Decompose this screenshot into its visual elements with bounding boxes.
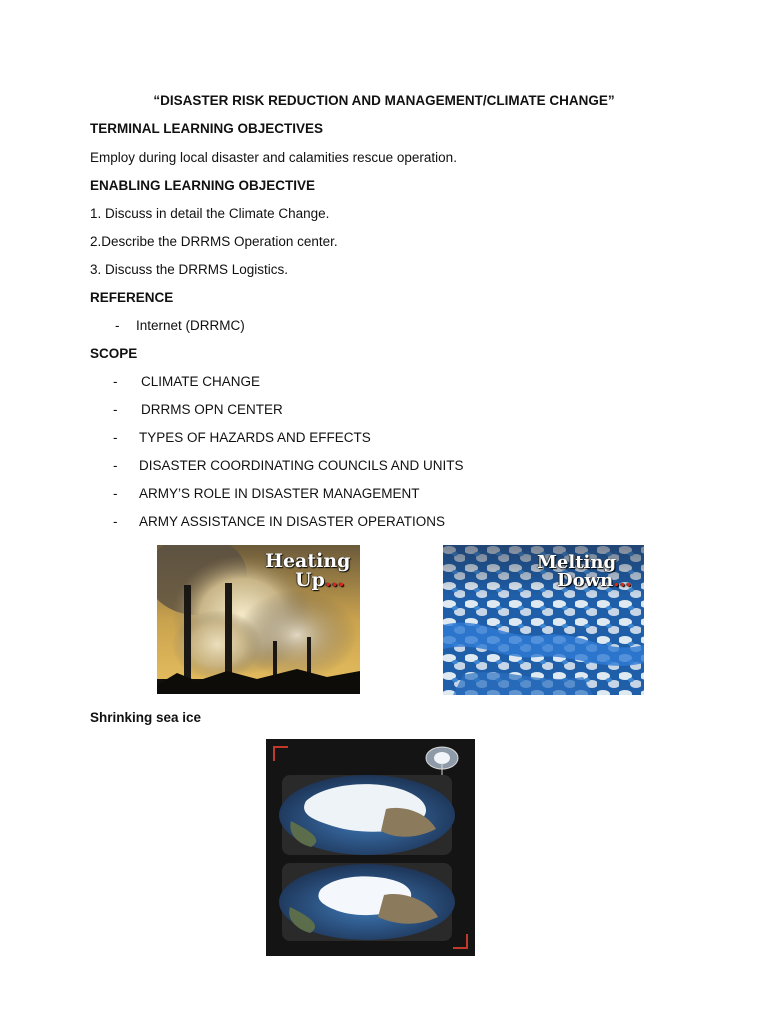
scope-item: DRRMS OPN CENTER	[141, 402, 283, 417]
melting-dots: ...	[613, 570, 633, 591]
scope-item: CLIMATE CHANGE	[141, 374, 261, 389]
reference-item: Internet (DRRMC)	[136, 318, 245, 333]
scope-item: ARMY ASSISTANCE IN DISASTER OPERATIONS	[139, 514, 446, 529]
list-dash: -	[113, 430, 118, 445]
list-dash: -	[113, 374, 118, 389]
heating-line1: Heating	[265, 550, 351, 572]
scope-item: ARMY’S ROLE IN DISASTER MANAGEMENT	[139, 486, 420, 501]
reference-heading: REFERENCE	[90, 290, 174, 305]
heating-dots: ...	[324, 569, 345, 591]
enabling-item: 1. Discuss in detail the Climate Change.	[90, 206, 330, 221]
melting-down-image	[443, 545, 644, 695]
melting-caption	[537, 554, 632, 590]
enabling-item: 3. Discuss the DRRMS Logistics.	[90, 262, 289, 277]
list-dash: -	[115, 318, 120, 333]
list-dash: -	[113, 514, 118, 529]
scope-heading: SCOPE	[90, 346, 138, 361]
sea-ice-image	[266, 739, 475, 956]
page-title: “DISASTER RISK REDUCTION AND MANAGEMENT/CLIMATE CHANGE”	[153, 93, 615, 108]
heating-line2: Up	[295, 569, 325, 591]
scope-item: TYPES OF HAZARDS AND EFFECTS	[139, 430, 371, 445]
terminal-objectives-heading: TERMINAL LEARNING OBJECTIVES	[90, 121, 324, 136]
melting-line1: Melting	[537, 552, 617, 573]
sea-ice-heading: Shrinking sea ice	[90, 710, 202, 725]
melting-line2: Down	[557, 570, 614, 591]
enabling-objective-heading: ENABLING LEARNING OBJECTIVE	[90, 178, 316, 193]
list-dash: -	[113, 402, 118, 417]
list-dash: -	[113, 486, 118, 501]
terminal-objective-text: Employ during local disaster and calamities rescue operation.	[90, 150, 457, 165]
enabling-item: 2.Describe the DRRMS Operation center.	[90, 234, 338, 249]
heating-caption	[265, 552, 350, 590]
list-dash: -	[113, 458, 118, 473]
scope-item: DISASTER COORDINATING COUNCILS AND UNITS	[139, 458, 464, 473]
heating-up-image	[157, 545, 360, 694]
